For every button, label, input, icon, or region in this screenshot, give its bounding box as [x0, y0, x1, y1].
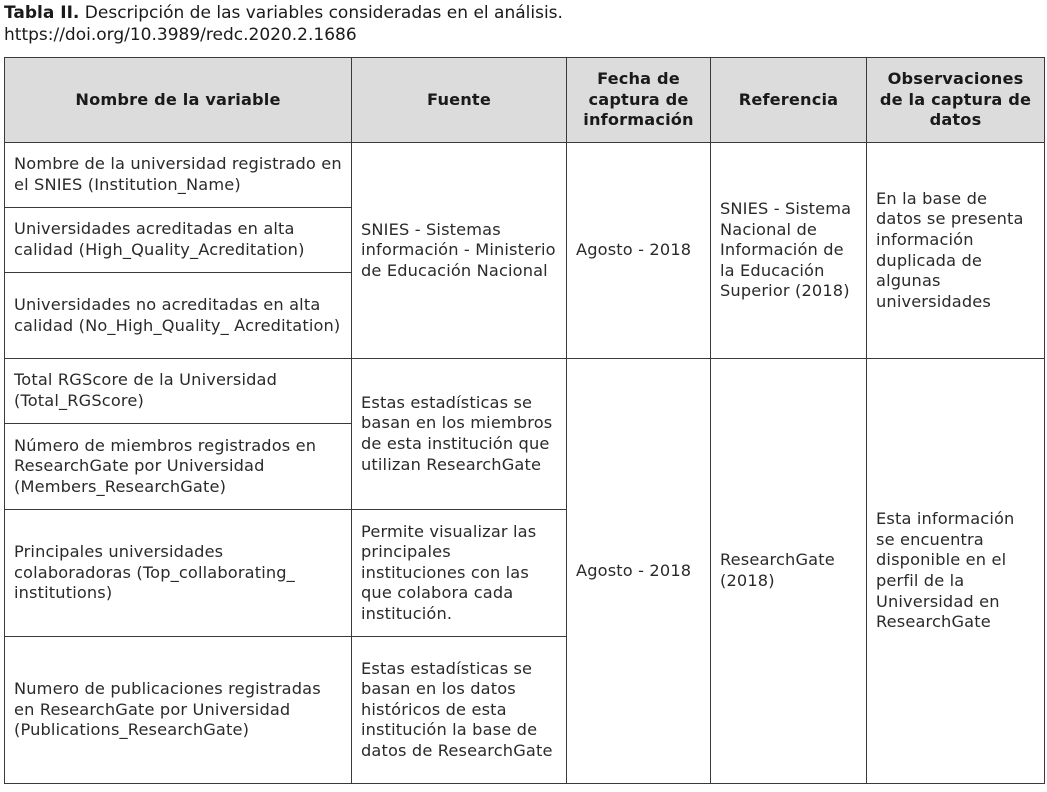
header-source: Fuente [352, 58, 567, 143]
header-variable-name: Nombre de la variable [5, 58, 352, 143]
caption-text: Descripción de las variables consideradas en el análisis. [84, 3, 563, 23]
reference-cell: ResearchGate (2018) [711, 359, 867, 784]
variable-cell: Principales universidades colaboradoras (Top_collaborating_ institutions) [5, 510, 352, 637]
caption-title-line [4, 2, 563, 24]
variable-cell: Universidades acreditadas en alta calidad (High_Quality_Acreditation) [5, 208, 352, 273]
reference-cell: SNIES - Sistema Nacional de Información de la Educación Superior (2018) [711, 143, 867, 359]
table-row [5, 143, 1045, 208]
table-row [5, 359, 1045, 424]
observations-cell: Esta información se encuentra disponible en el perfil de la Universidad en ResearchGate [867, 359, 1045, 784]
variable-cell: Número de miembros registrados en ResearchGate por Universidad (Members_ResearchGate) [5, 424, 352, 510]
observations-cell: En la base de datos se presenta información duplicada de algunas universidades [867, 143, 1045, 359]
date-cell: Agosto - 2018 [567, 359, 711, 784]
caption-label: Tabla II. [4, 3, 80, 23]
header-reference: Referencia [711, 58, 867, 143]
header-observations: Observaciones de la captura de datos [867, 58, 1045, 143]
source-cell: Estas estadísticas se basan en los datos históricos de esta institución la base de datos de ResearchGate [352, 637, 567, 784]
variable-cell: Universidades no acreditadas en alta calidad (No_High_Quality_ Acreditation) [5, 273, 352, 359]
variable-cell: Nombre de la universidad registrado en el SNIES (Institution_Name) [5, 143, 352, 208]
source-cell: Permite visualizar las principales instituciones con las que colabora cada institución. [352, 510, 567, 637]
source-cell: SNIES - Sistemas información - Ministerio de Educación Nacional [352, 143, 567, 359]
source-cell: Estas estadísticas se basan en los miembros de esta institución que utilizan ResearchGate [352, 359, 567, 510]
variable-cell: Total RGScore de la Universidad (Total_RGScore) [5, 359, 352, 424]
variables-table [4, 57, 1045, 784]
table-caption [4, 2, 563, 46]
variable-cell: Numero de publicaciones registradas en ResearchGate por Universidad (Publications_ResearchGate) [5, 637, 352, 784]
table-header-row [5, 58, 1045, 143]
caption-doi: https://doi.org/10.3989/redc.2020.2.1686 [4, 25, 357, 45]
header-capture-date: Fecha de captura de información [567, 58, 711, 143]
date-cell: Agosto - 2018 [567, 143, 711, 359]
